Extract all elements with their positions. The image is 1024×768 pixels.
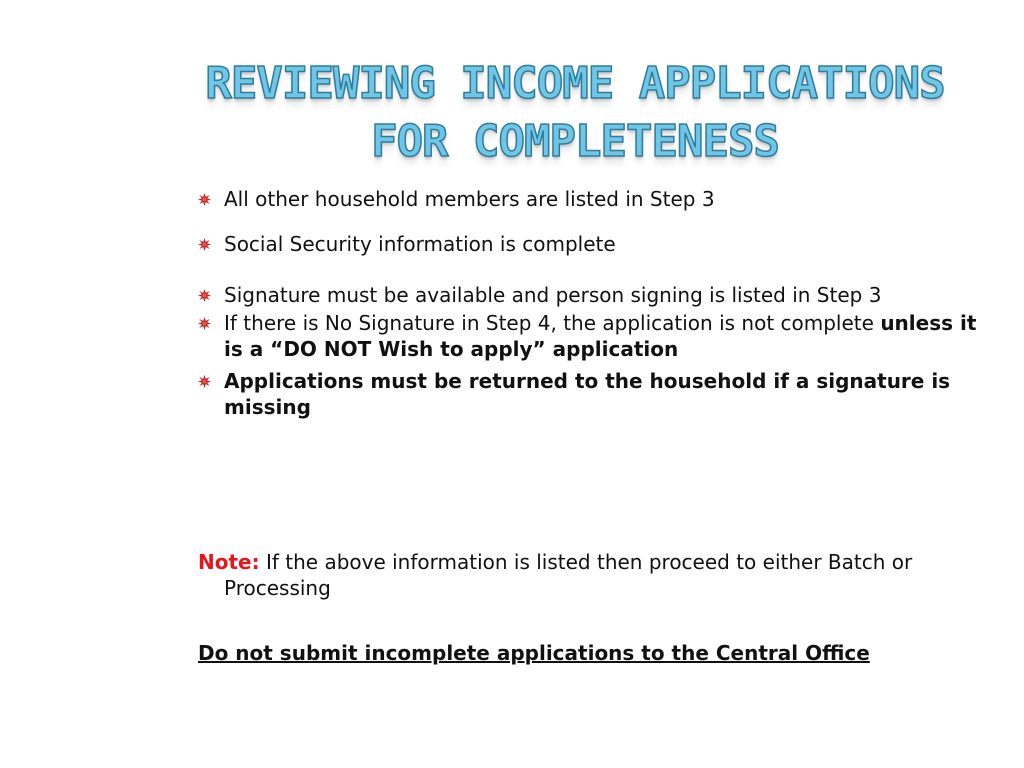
- bullet-text: All other household members are listed in Step 3: [224, 187, 715, 211]
- bullet-bold-text: unless it is a “DO NOT Wish to apply” application: [224, 311, 977, 361]
- bullet-text: If there is No Signature in Step 4, the application is not complete: [224, 311, 881, 335]
- starburst-bullet-icon: [198, 317, 211, 330]
- note-paragraph: [198, 549, 1014, 601]
- bullet-item-household-members: [198, 186, 988, 212]
- note-text: If the above information is listed then proceed to either Batch or Processing: [224, 550, 913, 600]
- note-label: Note:: [198, 550, 260, 574]
- starburst-bullet-icon: [198, 375, 211, 388]
- central-office-warning: Do not submit incomplete applications to the Central Office: [198, 641, 870, 665]
- bullet-text: Signature must be available and person signing is listed in Step 3: [224, 283, 882, 307]
- bullet-list: [198, 186, 988, 420]
- bullet-item-no-signature: [198, 310, 988, 362]
- slide-title-line-1: REVIEWING INCOME APPLICATIONS: [205, 58, 945, 109]
- starburst-bullet-icon: [198, 193, 211, 206]
- bullet-item-social-security: [198, 231, 988, 257]
- starburst-bullet-icon: [198, 289, 211, 302]
- bullet-bold-text: Applications must be returned to the household if a signature is missing: [224, 369, 951, 419]
- starburst-bullet-icon: [198, 238, 211, 251]
- bullet-item-return-applications: [198, 368, 988, 420]
- bullet-text: Social Security information is complete: [224, 232, 616, 256]
- slide-title-line-2: FOR COMPLETENESS: [371, 116, 779, 167]
